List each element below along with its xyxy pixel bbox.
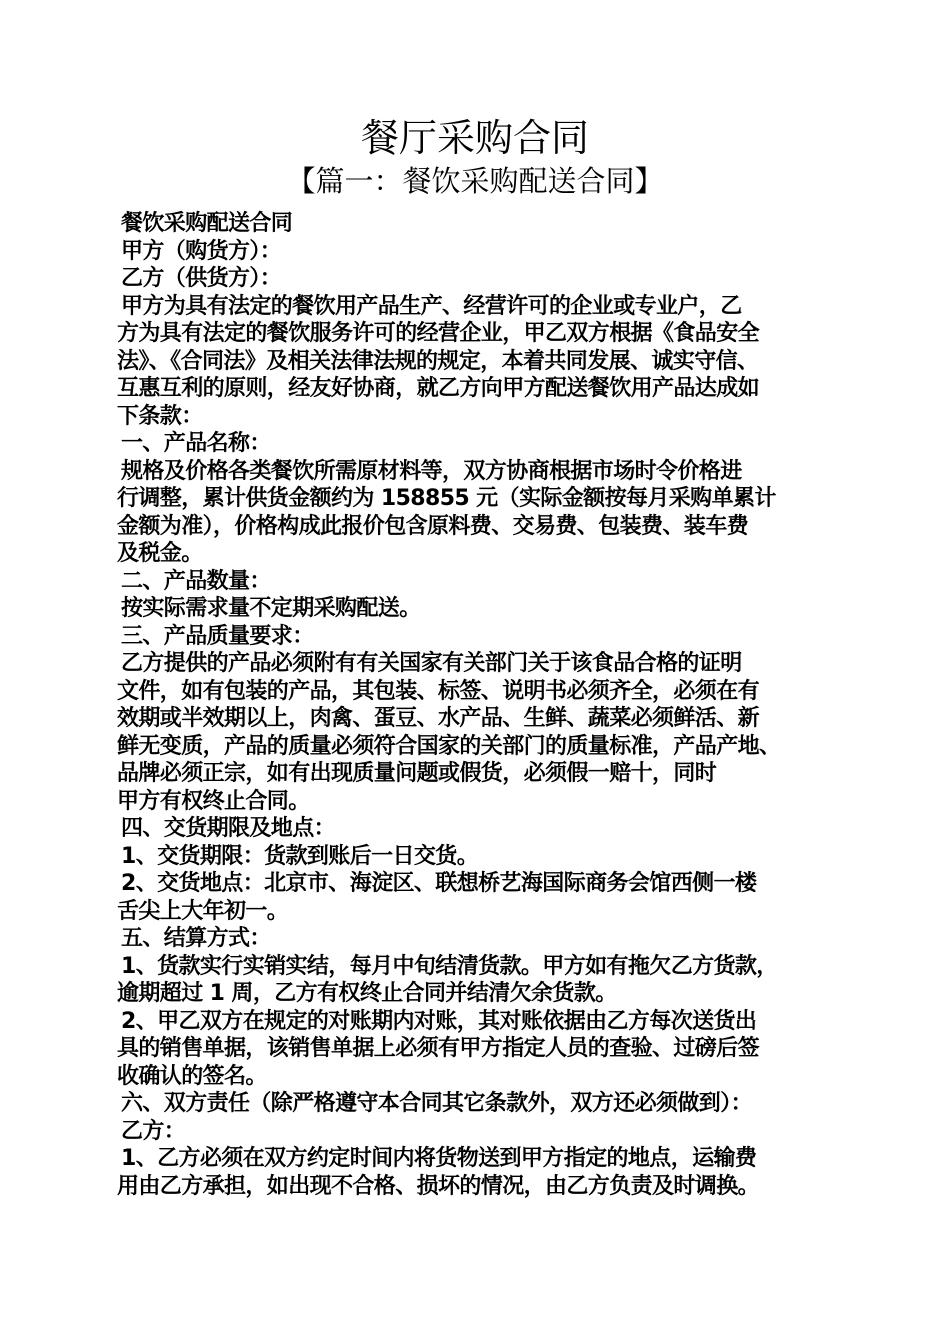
text-line: 方为具有法定的餐饮服务许可的经营企业，甲乙双方根据《食品安全: [117, 321, 760, 346]
text-line: 逾期超过 1 周，乙方有权终止合同并结清欠余货款。: [117, 981, 617, 1006]
document-title: 餐厅采购合同: [360, 116, 589, 160]
text-line: 乙方：: [121, 1118, 186, 1144]
party-a-line: 甲方（购货方）：: [121, 238, 282, 264]
text-line: 1、交货期限：货款到账后一日交货。: [121, 843, 479, 869]
section-heading: 二、产品数量：: [121, 568, 271, 594]
text-line: 文件，如有包装的产品，其包装、标签、说明书必须齐全，必须在有: [117, 678, 760, 704]
text-line: 收确认的签名。: [117, 1063, 267, 1089]
text-line: 甲方有权终止合同。: [117, 788, 310, 814]
section-heading: 四、交货期限及地点：: [121, 816, 336, 841]
document-subtitle: 【篇一：餐饮采购配送合同】: [286, 164, 664, 198]
text-line: 及税金。: [117, 541, 203, 566]
contract-body: [117, 210, 857, 1200]
text-line: 下条款：: [117, 403, 203, 429]
section-heading: 六、双方责任（除严格遵守本合同其它条款外，双方还必须做到）：: [121, 1091, 753, 1116]
text-line: 行调整，累计供货金额约为 158855 元（实际金额按每月采购单累计: [117, 486, 776, 511]
text-line: 规格及价格各类餐饮所需原材料等，双方协商根据市场时令价格进: [121, 458, 742, 484]
text-line: 甲方为具有法定的餐饮用产品生产、经营许可的企业或专业户，乙: [121, 293, 742, 319]
text-line: 具的销售单据，该销售单据上必须有甲方指定人员的查验、过磅后签: [117, 1036, 760, 1061]
text-line: 金额为准），价格构成此报价包含原料费、交易费、包装费、装车费: [117, 513, 749, 539]
text-line: 效期或半效期以上，肉禽、蛋豆、水产品、生鲜、蔬菜必须鲜活、新: [117, 706, 760, 731]
section-heading: 一、产品名称：: [121, 431, 271, 456]
text-line: 2、甲乙双方在规定的对账期内对账，其对账依据由乙方每次送货出: [121, 1008, 757, 1034]
text-line: 1、乙方必须在双方约定时间内将货物送到甲方指定的地点，运输费: [121, 1146, 757, 1171]
text-line: 法》、《合同法》及相关法律法规的规定，本着共同发展、诚实守信、: [117, 348, 759, 374]
text-line: 舌尖上大年初一。: [117, 898, 289, 924]
text-line: 品牌必须正宗，如有出现质量问题或假货，必须假一赔十，同时: [117, 761, 717, 786]
section-heading: 五、结算方式：: [121, 926, 271, 951]
contract-heading: 餐饮采购配送合同: [121, 211, 293, 236]
text-line: 按实际需求量不定期采购配送。: [121, 596, 421, 621]
text-line: 互惠互利的原则，经友好协商，就乙方向甲方配送餐饮用产品达成如: [117, 376, 760, 401]
text-line: 用由乙方承担，如出现不合格、损坏的情况，由乙方负责及时调换。: [117, 1173, 760, 1199]
party-b-line: 乙方（供货方）：: [121, 266, 282, 291]
text-line: 乙方提供的产品必须附有有关国家有关部门关于该食品合格的证明: [121, 651, 742, 676]
text-line: 1、货款实行实销实结，每月中旬结清货款。甲方如有拖欠乙方货款，: [121, 953, 778, 979]
section-heading: 三、产品质量要求：: [121, 623, 314, 649]
text-line: 鲜无变质，产品的质量必须符合国家的关部门的质量标准，产品产地、: [117, 733, 781, 759]
text-line: 2、交货地点：北京市、海淀区、联想桥艺海国际商务会馆西侧一楼: [121, 871, 757, 896]
